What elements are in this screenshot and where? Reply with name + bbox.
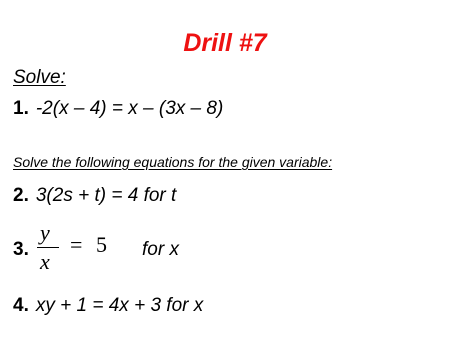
problem-4-number: 4.: [13, 295, 29, 316]
instruction-text: Solve the following equations for the given variable:: [13, 154, 333, 170]
problem-2-number: 2.: [13, 185, 29, 206]
problem-3-suffix: for x: [142, 239, 179, 260]
problem-1-equation: -2(x – 4) = x – (3x – 8): [35, 98, 224, 119]
problem-3-fraction: [37, 222, 59, 278]
problem-4: [13, 295, 203, 317]
fraction-denominator: x: [40, 249, 50, 274]
problem-1: [13, 98, 223, 120]
fraction-bar: [37, 247, 59, 248]
problem-3-value: 5: [96, 232, 107, 257]
fraction-numerator: y: [40, 220, 50, 245]
problem-4-equation: xy + 1 = 4x + 3 for x: [35, 295, 204, 316]
problem-3-number: 3.: [13, 239, 29, 260]
problem-2-equation: 3(2s + t) = 4 for t: [35, 185, 177, 206]
problem-3-equals-sign: =: [70, 232, 83, 257]
problem-2: [13, 185, 176, 207]
problem-1-number: 1.: [13, 98, 29, 119]
page-title: Drill #7: [183, 29, 267, 57]
solve-label: Solve:: [13, 67, 66, 88]
